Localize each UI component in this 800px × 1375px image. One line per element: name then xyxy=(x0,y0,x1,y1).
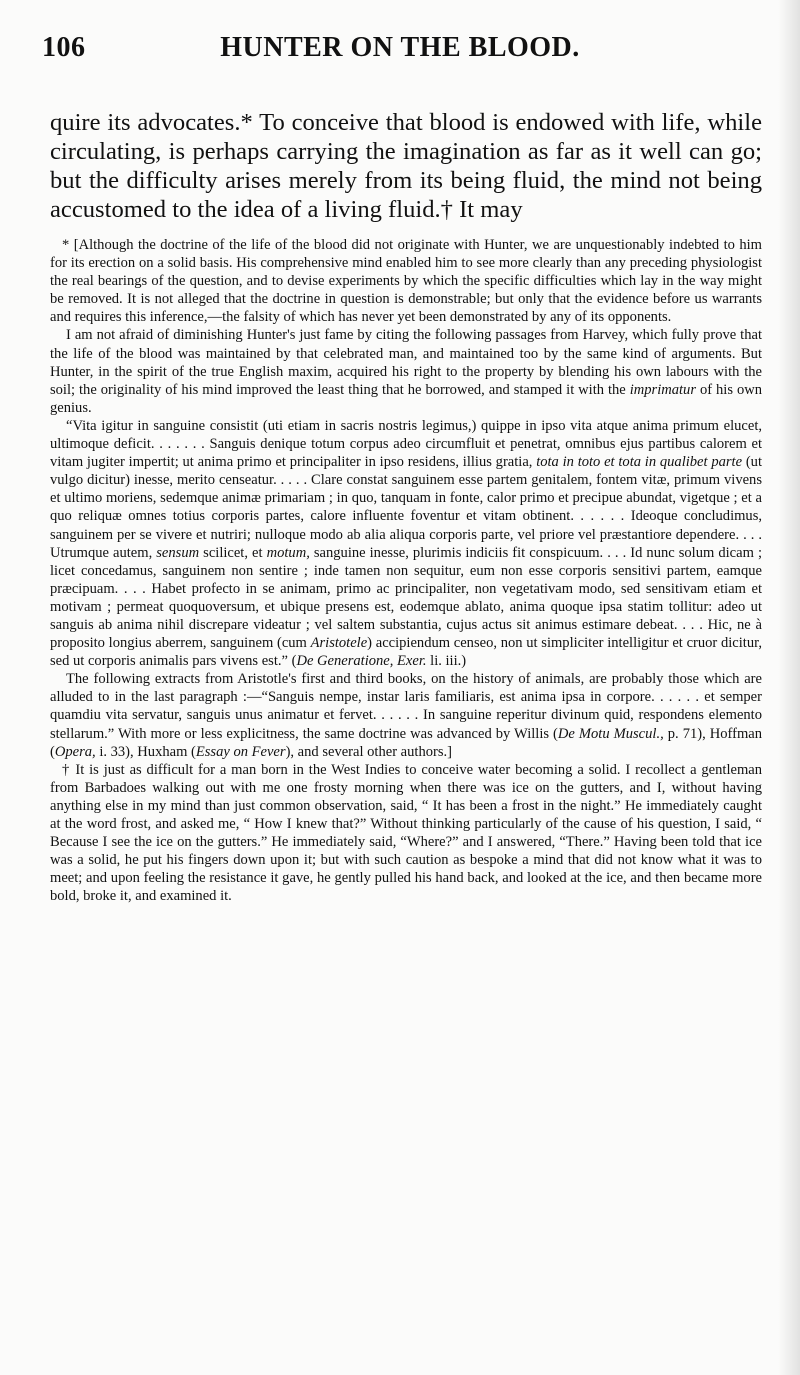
page-edge-shadow xyxy=(778,0,800,1375)
footnote-text: sanguine inesse, plurimis indiciis fit conspicuum. . . . Id nunc solum dicam ; licet concedamus, sanguinem non sentire ; inde tamen non sequitur, eum non esse corporis sensitivi partem, eamque præcipuam. . . . Habet profecto in se animam, primo ac principaliter, non vegetativam modo, sed sensitivam etiam et motivam ; permeat quoquoversum, et ubique presens est, eodemque ablato, anima quoque ipsa statim tollitur: adeo ut sanguis ab anima nihil discrepare videatur ; vel saltem substantia, cujus actus sit animus estimare debeat. . . . Hic, ne à proposito longius aberrem, sanguinem (cum xyxy=(50,544,762,652)
footnote-text: (ut vulgo dicitur) inesse, merito censeatur. . . . . Clare constat sanguinem esse partem genitalem, fontem vitæ, primum vivens et ultimo moriens, sedemque animæ primariam ; in quo, tanquam in fonte, calor primo et precipue abundat, vigetque ; et a quo reliquæ omnes totius corporis partes, calore influente foventur et vitam obtinent. . . . . . Ideoque concludimus, sanguinem per se vivere et nutriri; nulloque modo ab alia aliqua corporis parte, vel priore vel præstantiore dependere. . . . Utrumque autem, xyxy=(50,454,762,561)
footnote-text: p. 71), Hoffman ( xyxy=(50,725,763,760)
footnote-text: ) accipiendum censeo, non ut simpliciter intelligitur et cruor dicitur, sed ut corporis animalis pars vivens est.” ( xyxy=(50,635,763,670)
footnote-star-paragraph-4 xyxy=(50,670,762,760)
running-title: HUNTER ON THE BLOOD. xyxy=(220,32,580,63)
footnote-italic: sensum xyxy=(156,544,200,561)
main-paragraph: quire its advocates.* To conceive that blood is endowed with life, while circulating, is perhaps carrying the imagination as far as it well can go; but the difficulty arises merely from its being fluid, the mind not being accustomed to the idea of a living fluid.† It may xyxy=(50,109,762,223)
footnote-star-paragraph-2 xyxy=(50,326,762,416)
footnote-text: of his own genius. xyxy=(50,381,762,416)
footnote-text: scilicet, et xyxy=(203,544,263,561)
running-header xyxy=(42,30,758,66)
footnote-text: “Vita igitur in sanguine consistit (uti etiam in sacris nostris legimus,) quippe in ipso vita atque anima primum elucet, ultimoque deficit. . . . . . . Sanguis denique totum corpus adeo circumfluit et penetrat, omnibus ejus partibus calorem et vitam jugiter impertit; ut anima primo et principaliter in ipso residens, illius gratia, xyxy=(50,417,762,471)
footnote-italic: De Generatione, Exer. xyxy=(296,653,427,670)
footnote-italic: tota in toto et tota in qualibet parte xyxy=(536,454,743,471)
footnote-italic: motum, xyxy=(266,544,310,561)
footnote-italic: Essay on Fever xyxy=(195,743,286,760)
footnote-text: i. 33), Huxham ( xyxy=(99,743,196,760)
footnote-dagger: † It is just as difficult for a man born in the West Indies to conceive water becoming a solid. I recollect a gentleman from Barbadoes walking out with me one frosty morning when there was ice on the gutters, and I, without having anything else in my mind than just common observation, said, “ It has been a frost in the night.” He immediately caught at the word frost, and asked me, “ How I knew that?” Without thinking particularly of the cause of his question, I said, “ Because I see the ice on the gutters.” He immediately said, “Where?” and I answered, “There.” Having been told that ice was a solid, he put his fingers down upon it; but with such caution as bespoke a mind that did not know what it was to meet; and upon feeling the resistance it gave, he gently pulled his hand back, and looked at the ice, and then became more bold, broke it, and examined it. xyxy=(50,761,762,905)
footnote-star-paragraph-1: * [Although the doctrine of the life of the blood did not originate with Hunter, we are unquestionably indebted to him for its erection on a solid basis. His comprehensive mind enabled him to see more clearly than any preceding physiologist the real bearings of the question, and to devise experiments by which the specific difficulties which lay in the way might be removed. It is not alleged that the doctrine in question is demonstrable; but only that the evidence before us warrants and requires this inference,—the falsity of which has never yet been demonstrated by any of its opponents. xyxy=(50,237,762,326)
footnote-text: li. iii.) xyxy=(430,653,467,670)
footnote-italic: Aristotele xyxy=(310,635,368,652)
footnote-text: ), and several other authors.] xyxy=(285,743,452,760)
page-number: 106 xyxy=(42,32,86,63)
footnote-italic: imprimatur xyxy=(629,381,696,398)
footnote-star-paragraph-3 xyxy=(50,417,762,670)
footnote-italic: De Motu Muscul., xyxy=(557,725,664,742)
footnote-text: The following extracts from Aristotle's first and third books, on the history of animals, are probably those which are alluded to in the last paragraph :—“Sanguis nempe, instar laris familiaris, est anima ipsa in corpore. . . . . . et semper quamdiu vita servatur, sanguis unus animatur et fervet. . . . . . In sanguine reperitur divinum quid, respondens elemento stellarum.” With more or less explicitness, the same doctrine was advanced by Willis ( xyxy=(50,671,762,742)
footnotes xyxy=(50,236,762,905)
footnote-italic: Opera, xyxy=(54,743,96,760)
footnote-text: I am not afraid of diminishing Hunter's just fame by citing the following passages from Harvey, which fully prove that the life of the blood was maintained by that celebrated man, and maintained too by the same kind of arguments. But Hunter, in the spirit of the true English maxim, acquired his right to the property by blending his own labours with the soil; the originality of his mind improved the least thing that he borrowed, and stamped it with the xyxy=(50,327,762,398)
